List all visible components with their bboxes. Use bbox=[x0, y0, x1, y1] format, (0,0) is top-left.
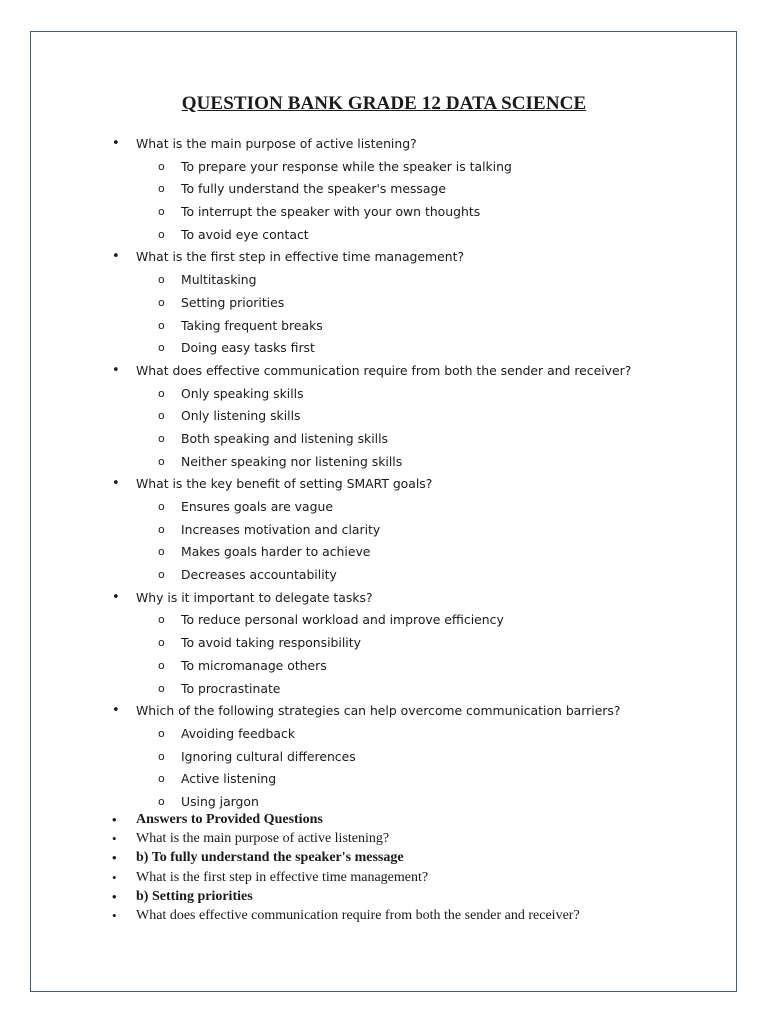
option-item bbox=[112, 609, 631, 632]
question-text: Why is it important to delegate tasks? bbox=[136, 589, 373, 605]
option-text: To reduce personal workload and improve efficiency bbox=[181, 612, 504, 628]
option-text: Only speaking skills bbox=[181, 385, 304, 401]
option-item bbox=[112, 292, 631, 315]
option-text: Active listening bbox=[181, 771, 277, 787]
option-text: Ignoring cultural differences bbox=[181, 748, 356, 764]
bullet-icon: • bbox=[112, 476, 120, 492]
option-list bbox=[112, 383, 631, 474]
option-item bbox=[112, 768, 631, 791]
circle-bullet-icon: o bbox=[158, 794, 165, 808]
question-item bbox=[112, 587, 631, 610]
option-list bbox=[112, 609, 631, 700]
circle-bullet-icon: o bbox=[158, 159, 165, 173]
answer-text: What does effective communication require from both the sender and receiver? bbox=[136, 907, 580, 923]
circle-bullet-icon: o bbox=[158, 636, 165, 650]
question-item bbox=[112, 700, 631, 723]
option-item bbox=[112, 519, 631, 542]
answer-text: What is the main purpose of active listening? bbox=[136, 831, 390, 847]
question-item bbox=[112, 133, 631, 156]
circle-bullet-icon: o bbox=[158, 500, 165, 513]
answer-text: b) To fully understand the speaker's message bbox=[136, 850, 404, 866]
option-text: To micromanage others bbox=[181, 657, 327, 673]
bullet-icon: • bbox=[112, 812, 117, 827]
circle-bullet-icon: o bbox=[158, 273, 165, 287]
page-title: QUESTION BANK GRADE 12 DATA SCIENCE bbox=[181, 93, 587, 114]
option-item bbox=[112, 655, 631, 678]
circle-bullet-icon: o bbox=[158, 318, 165, 332]
option-text: To avoid taking responsibility bbox=[181, 635, 361, 651]
bullet-icon: • bbox=[112, 249, 120, 265]
answer-item bbox=[112, 906, 580, 925]
option-text: Only listening skills bbox=[181, 408, 301, 424]
bullet-icon: • bbox=[112, 362, 120, 378]
option-item bbox=[112, 405, 631, 428]
option-list bbox=[112, 496, 631, 587]
option-text: Avoiding feedback bbox=[181, 725, 295, 741]
circle-bullet-icon: o bbox=[158, 545, 165, 559]
option-item bbox=[112, 178, 631, 201]
question-item bbox=[112, 473, 631, 496]
option-item bbox=[112, 315, 631, 338]
option-list bbox=[112, 269, 631, 360]
answer-item bbox=[112, 848, 580, 867]
question-item bbox=[112, 360, 631, 383]
circle-bullet-icon: o bbox=[158, 409, 165, 423]
bullet-icon: • bbox=[112, 589, 120, 605]
circle-bullet-icon: o bbox=[158, 568, 165, 582]
option-text: Ensures goals are vague bbox=[181, 499, 333, 514]
question-text: What is the first step in effective time management? bbox=[136, 249, 465, 265]
bullet-icon: • bbox=[112, 850, 117, 866]
option-list bbox=[112, 723, 631, 814]
answer-list bbox=[112, 810, 580, 925]
option-text: Increases motivation and clarity bbox=[181, 521, 381, 537]
circle-bullet-icon: o bbox=[158, 658, 165, 672]
question-text: What is the main purpose of active listening? bbox=[136, 136, 417, 151]
circle-bullet-icon: o bbox=[158, 749, 165, 763]
option-text: To fully understand the speaker's message bbox=[181, 181, 446, 197]
bullet-icon: • bbox=[112, 907, 117, 923]
circle-bullet-icon: o bbox=[158, 341, 165, 355]
question-text: Which of the following strategies can help overcome communication barriers? bbox=[136, 703, 621, 719]
option-text: To interrupt the speaker with your own thoughts bbox=[181, 204, 481, 220]
question-item bbox=[112, 246, 631, 269]
option-item bbox=[112, 201, 631, 224]
option-item bbox=[112, 337, 631, 360]
option-text: To avoid eye contact bbox=[181, 226, 309, 242]
circle-bullet-icon: o bbox=[158, 295, 165, 309]
option-text: Multitasking bbox=[181, 272, 257, 288]
circle-bullet-icon: o bbox=[158, 386, 165, 400]
question-text: What is the key benefit of setting SMART goals? bbox=[136, 476, 433, 492]
option-item bbox=[112, 224, 631, 247]
answer-text: b) Setting priorities bbox=[136, 888, 253, 904]
option-text: Neither speaking nor listening skills bbox=[181, 453, 403, 469]
question-text: What does effective communication require from both the sender and receiver? bbox=[136, 362, 632, 378]
option-text: Decreases accountability bbox=[181, 567, 337, 583]
option-item bbox=[112, 383, 631, 406]
option-list bbox=[112, 156, 631, 247]
circle-bullet-icon: o bbox=[158, 522, 165, 536]
bullet-icon: • bbox=[112, 831, 117, 847]
answer-item bbox=[112, 810, 580, 829]
answer-item bbox=[112, 868, 580, 887]
circle-bullet-icon: o bbox=[158, 182, 165, 196]
option-item bbox=[112, 746, 631, 769]
circle-bullet-icon: o bbox=[158, 681, 165, 695]
answer-text: Answers to Provided Questions bbox=[136, 812, 323, 827]
circle-bullet-icon: o bbox=[158, 772, 165, 786]
option-text: Makes goals harder to achieve bbox=[181, 544, 371, 560]
circle-bullet-icon: o bbox=[158, 726, 165, 740]
option-item bbox=[112, 678, 631, 701]
answer-text: What is the first step in effective time management? bbox=[136, 869, 429, 885]
option-item bbox=[112, 723, 631, 746]
option-item bbox=[112, 428, 631, 451]
option-text: To prepare your response while the speaker is talking bbox=[181, 158, 512, 174]
option-item bbox=[112, 156, 631, 179]
answer-item bbox=[112, 887, 580, 906]
question-list bbox=[112, 133, 631, 814]
option-item bbox=[112, 451, 631, 474]
bullet-icon: • bbox=[112, 703, 120, 719]
option-text: To procrastinate bbox=[181, 680, 281, 696]
circle-bullet-icon: o bbox=[158, 431, 165, 445]
bullet-icon: • bbox=[112, 869, 117, 885]
bullet-icon: • bbox=[112, 136, 120, 151]
option-text: Doing easy tasks first bbox=[181, 340, 315, 356]
bullet-icon: • bbox=[112, 888, 117, 904]
circle-bullet-icon: o bbox=[158, 613, 165, 627]
circle-bullet-icon: o bbox=[158, 227, 165, 241]
option-text: Taking frequent breaks bbox=[181, 317, 323, 333]
option-text: Setting priorities bbox=[181, 294, 285, 310]
circle-bullet-icon: o bbox=[158, 454, 165, 468]
option-item bbox=[112, 496, 631, 519]
answer-item bbox=[112, 829, 580, 848]
circle-bullet-icon: o bbox=[158, 205, 165, 219]
option-text: Both speaking and listening skills bbox=[181, 430, 388, 446]
option-item bbox=[112, 269, 631, 292]
option-text: Using jargon bbox=[181, 793, 259, 809]
option-item bbox=[112, 564, 631, 587]
option-item bbox=[112, 541, 631, 564]
option-item bbox=[112, 632, 631, 655]
